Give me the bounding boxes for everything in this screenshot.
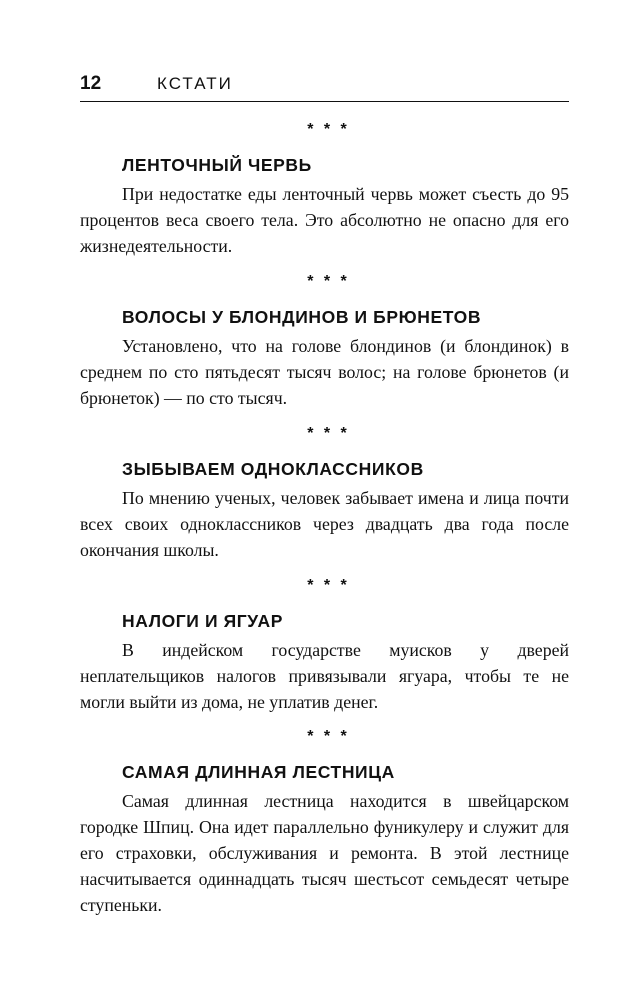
section-tapeworm [80, 120, 569, 259]
running-title: КСТАТИ [157, 74, 233, 93]
section-heading: НАЛОГИ И ЯГУАР [122, 611, 283, 631]
section-divider: * * * [307, 121, 350, 138]
section-text: По мнению ученых, человек забывает имена и лица почти всех своих одноклассников через двадцать два года после окончания школы. [80, 488, 569, 560]
page-header [80, 73, 569, 102]
section-text: Установлено, что на голове блондинов (и блондинок) в среднем по сто пятьдесят тысяч волос; на голове брюнетов (и брюнеток) — по сто тысяч. [80, 336, 569, 408]
section-text: Самая длинная лестница находится в швейцарском городке Шпиц. Она идет параллельно фуникулеру и служит для его страховки, обслуживания и ремонта. В этой лестнице насчитывается одиннадцать тысяч шестьсот семьдесят четыре ступеньки. [80, 791, 569, 915]
section-heading: ЛЕНТОЧНЫЙ ЧЕРВЬ [122, 155, 312, 175]
section-divider: * * * [307, 577, 350, 594]
section-divider: * * * [307, 273, 350, 290]
section-text: При недостатке еды ленточный червь может съесть до 95 процентов веса своего тела. Это абсолютно не опасно для его жизнедеятельности. [80, 184, 569, 256]
section-heading: ЗЫБЫВАЕМ ОДНОКЛАССНИКОВ [122, 459, 424, 479]
section-heading: ВОЛОСЫ У БЛОНДИНОВ И БРЮНЕТОВ [122, 307, 482, 327]
section-text: В индейском государстве муисков у дверей неплательщиков налогов привязывали ягуара, чтобы те не могли выйти из дома, не уплатив денег. [80, 640, 569, 712]
section-divider: * * * [307, 728, 350, 745]
section-heading: САМАЯ ДЛИННАЯ ЛЕСТНИЦА [122, 762, 395, 782]
section-classmates [80, 424, 569, 563]
page-number: 12 [80, 73, 102, 94]
section-longest-staircase [80, 727, 569, 918]
section-divider: * * * [307, 425, 350, 442]
section-taxes-jaguar [80, 576, 569, 715]
section-hair [80, 272, 569, 411]
